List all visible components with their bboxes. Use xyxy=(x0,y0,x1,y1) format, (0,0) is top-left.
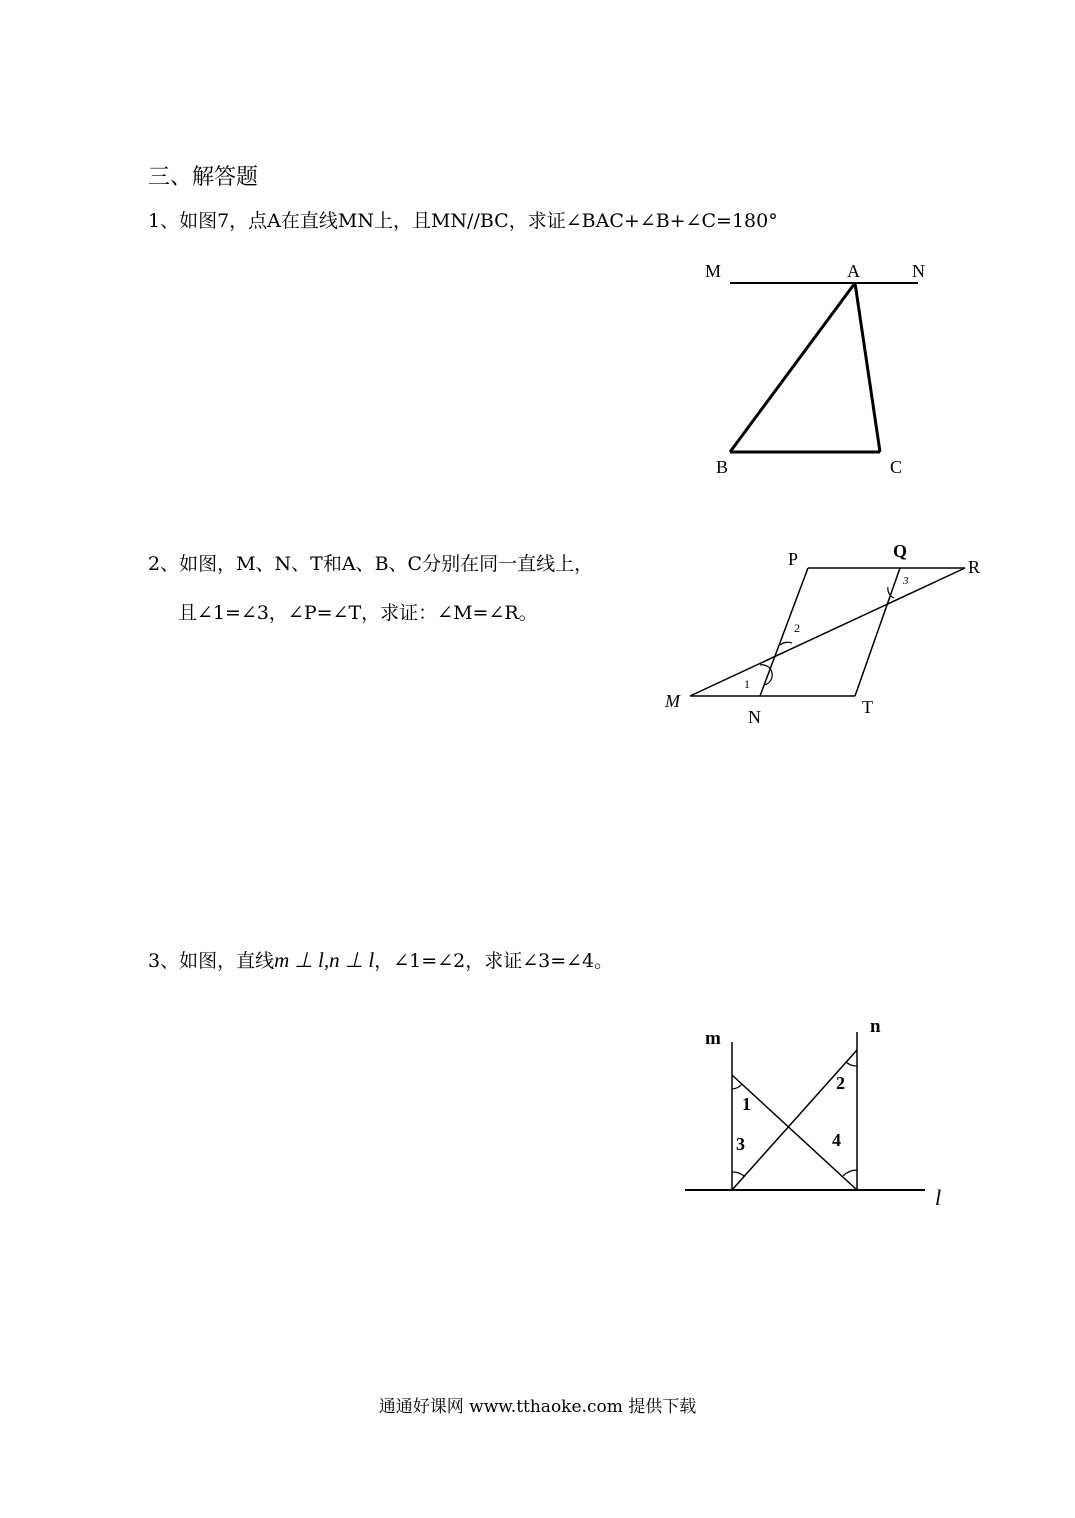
label-N: N xyxy=(912,261,925,281)
problem-3-suffix: ，∠1=∠2，求证∠3=∠4。 xyxy=(374,950,614,972)
label-N: N xyxy=(748,707,761,727)
angle-label-3: 3 xyxy=(903,575,909,587)
figure-2-diagram xyxy=(660,535,990,735)
problem-3-formula: m ⊥ l,n ⊥ l xyxy=(274,948,375,972)
label-A: A xyxy=(847,261,860,281)
problem-2-line-1: 2、如图，M、N、T和A、B、C分别在同一直线上， xyxy=(148,553,594,575)
problem-1-text: 1、如图7，点A在直线MN上，且MN//BC，求证∠BAC+∠B+∠C=180° xyxy=(148,210,778,232)
problem-2-line-2: 且∠1=∠3，∠P=∠T，求证：∠M=∠R。 xyxy=(178,602,538,624)
angle-label-2: 2 xyxy=(794,621,800,635)
angle-label-4: 4 xyxy=(832,1130,841,1150)
figure-1-diagram xyxy=(690,255,950,485)
label-Q: Q xyxy=(893,541,908,561)
angle-label-2: 2 xyxy=(836,1073,845,1093)
label-C: C xyxy=(890,457,903,477)
label-P: P xyxy=(788,549,799,569)
label-T: T xyxy=(862,697,873,717)
angle-label-1: 1 xyxy=(744,677,750,691)
label-R: R xyxy=(968,557,981,577)
label-l: l xyxy=(935,1185,942,1210)
angle-label-3: 3 xyxy=(736,1134,745,1154)
label-M: M xyxy=(705,261,722,281)
label-B: B xyxy=(716,457,729,477)
problem-3-prefix: 3、如图，直线 xyxy=(148,950,275,972)
section-title: 三、解答题 xyxy=(148,165,259,190)
page-footer: 通通好课网 www.tthaoke.com 提供下载 xyxy=(378,1397,697,1417)
angle-label-1: 1 xyxy=(742,1094,751,1114)
problem-3-text xyxy=(148,950,613,971)
label-n: n xyxy=(870,1016,881,1037)
label-M: M xyxy=(665,691,680,711)
label-m: m xyxy=(705,1028,721,1049)
figure-3-diagram xyxy=(680,1010,960,1220)
